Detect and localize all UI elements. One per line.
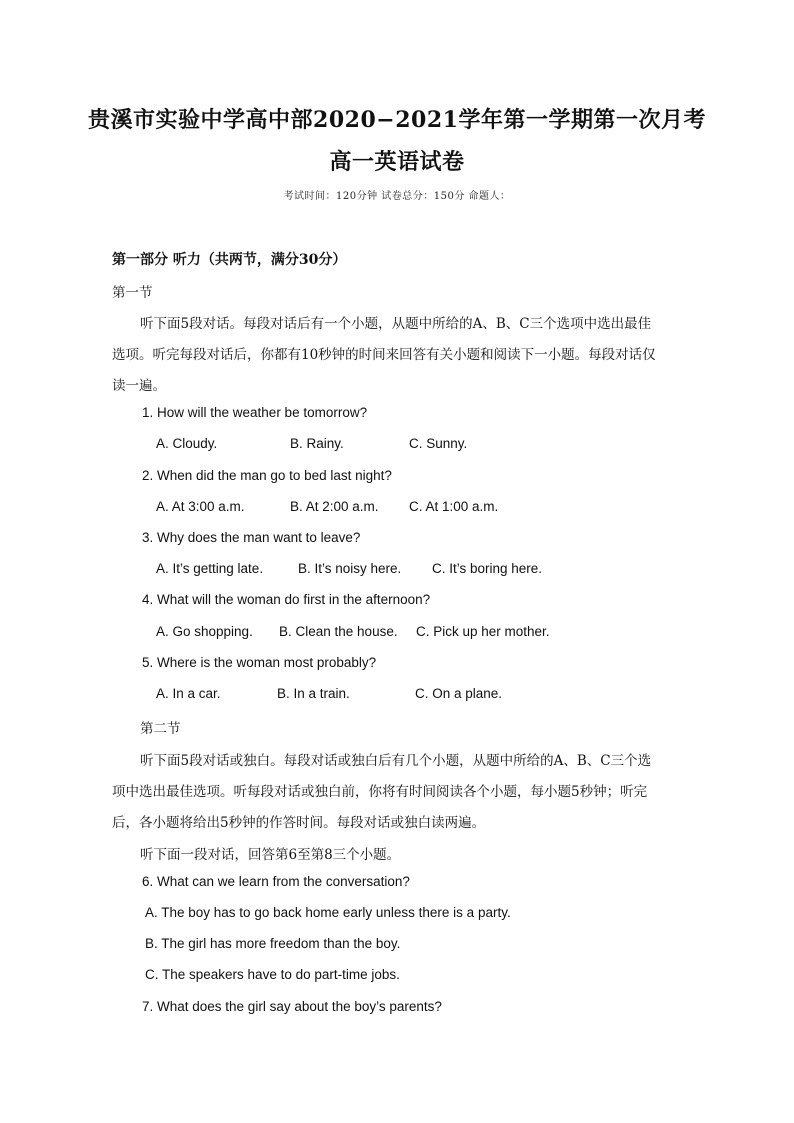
question-4: 4. What will the woman do first in the afternoon? xyxy=(142,592,431,607)
question-5-option-b: B. In a train. xyxy=(277,686,350,701)
part1-heading: 第一部分 听力（共两节，满分30分） xyxy=(112,252,347,268)
question-1: 1. How will the weather be tomorrow? xyxy=(142,405,368,420)
question-2-option-a: A. At 3:00 a.m. xyxy=(156,499,245,514)
question-7: 7. What does the girl say about the boy’s parents? xyxy=(142,999,442,1014)
question-3-option-a: A. It’s getting late. xyxy=(156,561,264,576)
question-4-option-b: B. Clean the house. xyxy=(279,624,398,639)
question-4-option-a: A. Go shopping. xyxy=(156,624,253,639)
question-3: 3. Why does the man want to leave? xyxy=(142,530,361,545)
question-1-option-b: B. Rainy. xyxy=(290,436,344,451)
exam-subtitle: 高一英语试卷 xyxy=(329,149,465,175)
dialogue-intro: 听下面一段对话，回答第6至第8三个小题。 xyxy=(140,847,401,863)
section2-instruction-line: 项中选出最佳选项。听每段对话或独白前，你将有时间阅读各个小题，每小题5秒钟；听完 xyxy=(112,784,648,800)
question-5-option-a: A. In a car. xyxy=(156,686,221,701)
question-2-option-b: B. At 2:00 a.m. xyxy=(290,499,379,514)
question-6: 6. What can we learn from the conversation? xyxy=(142,874,410,889)
section2-instruction-line: 后，各小题将给出5秒钟的作答时间。每段对话或独白读两遍。 xyxy=(112,815,486,831)
question-6-option-b: B. The girl has more freedom than the boy. xyxy=(145,936,401,951)
question-3-option-c: C. It’s boring here. xyxy=(432,561,543,576)
section2-label: 第二节 xyxy=(140,721,181,737)
question-4-option-c: C. Pick up her mother. xyxy=(416,624,550,639)
section1-label: 第一节 xyxy=(112,285,153,301)
section2-instruction-line: 听下面5段对话或独白。每段对话或独白后有几个小题，从题中所给的A、B、C三个选 xyxy=(140,753,652,769)
exam-meta: 考试时间：120分钟 试卷总分：150分 命题人： xyxy=(283,191,511,202)
question-1-option-a: A. Cloudy. xyxy=(156,436,218,451)
question-6-option-a: A. The boy has to go back home early unless there is a party. xyxy=(145,905,511,920)
section1-instruction-line: 选项。听完每段对话后，你都有10秒钟的时间来回答有关小题和阅读下一小题。每段对话仅 xyxy=(112,347,656,363)
question-5-option-c: C. On a plane. xyxy=(415,686,503,701)
question-5: 5. Where is the woman most probably? xyxy=(142,655,377,670)
question-2: 2. When did the man go to bed last night? xyxy=(142,468,392,483)
question-1-option-c: C. Sunny. xyxy=(409,436,468,451)
question-3-option-b: B. It’s noisy here. xyxy=(298,561,402,576)
exam-title: 贵溪市实验中学高中部2020−2021学年第一学期第一次月考 xyxy=(88,107,706,133)
question-6-option-c: C. The speakers have to do part-time jobs. xyxy=(145,967,400,982)
section1-instruction-line: 读一遍。 xyxy=(112,378,166,394)
question-2-option-c: C. At 1:00 a.m. xyxy=(409,499,499,514)
section1-instruction-line: 听下面5段对话。每段对话后有一个小题，从题中所给的A、B、C三个选项中选出最佳 xyxy=(140,316,652,332)
